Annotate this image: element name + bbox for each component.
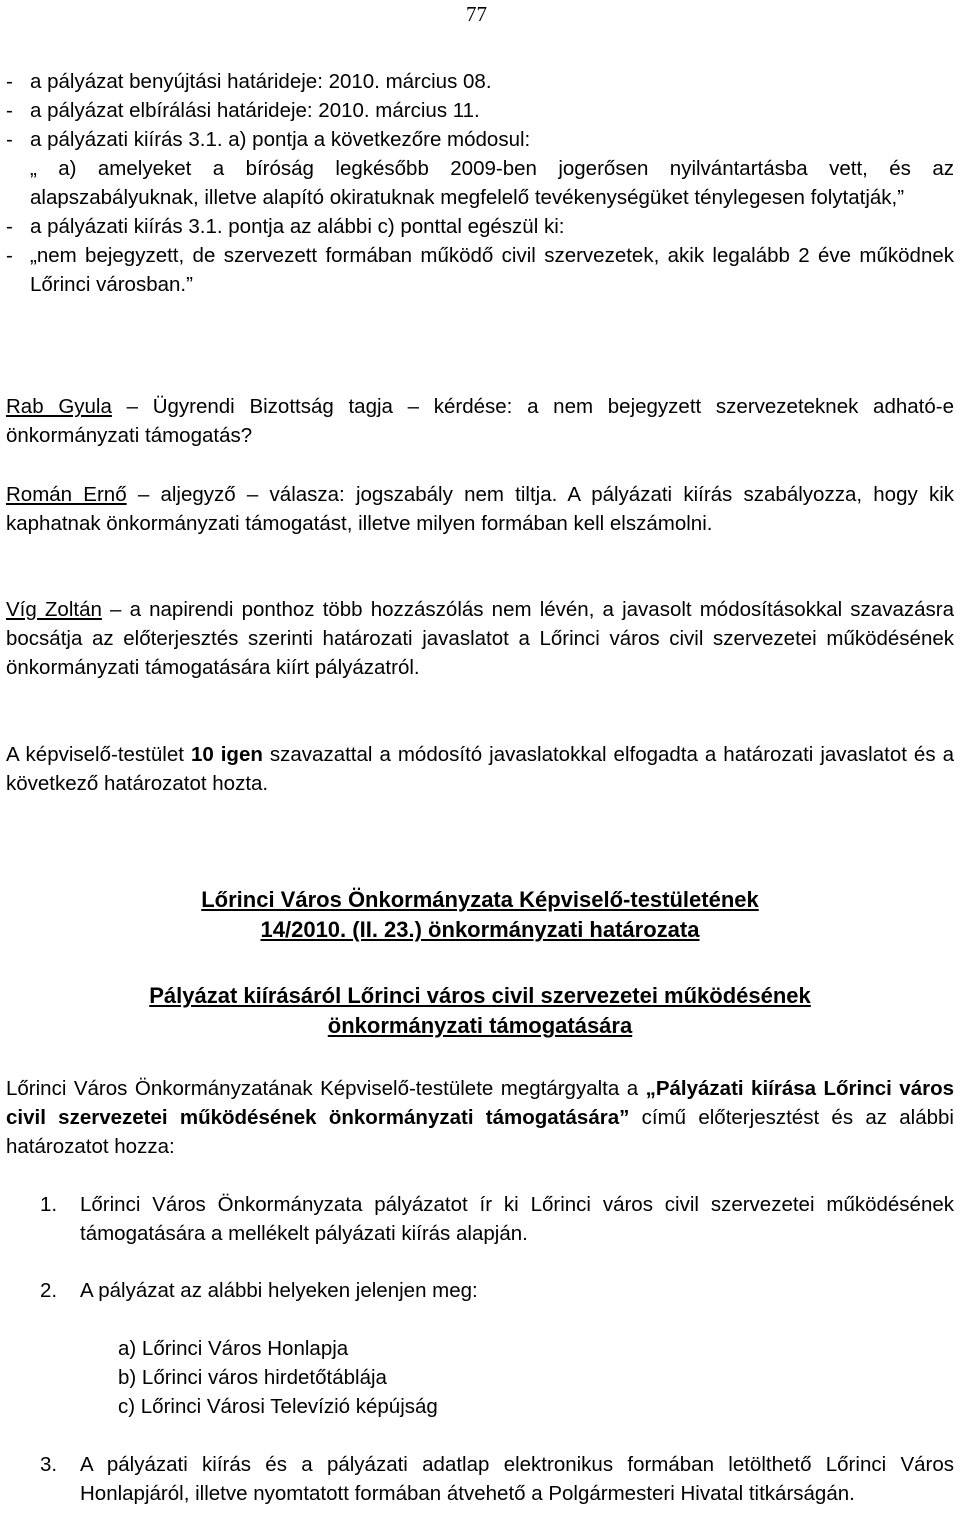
question-paragraph: Rab Gyula – Ügyrendi Bizottság tagja – kérdése: a nem bejegyzett szervezeteknek adható-e önkormányzati támogatás?	[6, 395, 954, 447]
subject-title: Pályázat kiírásáról Lőrinci város civil szervezetei működésének önkormányzati támogatására	[149, 983, 811, 1038]
list-item: b) Lőrinci város hirdetőtáblája	[118, 1366, 387, 1389]
speaker-name: Víg Zoltán	[6, 598, 102, 621]
point-3: 3. A pályázati kiírás és a pályázati adatlap elektronikus formában letölthető Lőrinci Város Honlapjáról, illetve nyomtatott formában átvehető a Polgármesteri Hivatal titkárságán.	[40, 1453, 954, 1505]
list-item: - a pályázati kiírás 3.1. pontja az alábbi c) ponttal egészül ki:	[6, 215, 565, 238]
deadline-list	[6, 67, 954, 299]
places-list	[118, 1334, 438, 1421]
answer-paragraph: Román Ernő – aljegyző – válasza: jogszabály nem tiltja. A pályázati kiírás szabályozza, hogy kik kaphatnak önkormányzati támogatást, illetve milyen formában kell elszámolni.	[6, 483, 954, 535]
speaker-name: Román Ernő	[6, 483, 127, 506]
list-item: c) Lőrinci Városi Televízió képújság	[118, 1395, 438, 1418]
resolution-title: Lőrinci Város Önkormányzata Képviselő-testületének 14/2010. (II. 23.) önkormányzati határozata	[201, 887, 759, 942]
decision-paragraph: Lőrinci Város Önkormányzatának Képviselő-testülete megtárgyalta a „Pályázati kiírása Lőrinci város civil szervezetei működésének önkormányzati támogatására” című előterjesztést és az alábbi határozatot hozza:	[6, 1077, 954, 1158]
proposal-title: „Pályázati kiírása Lőrinci város civil szervezetei működésének önkormányzati támogatására”	[6, 1077, 954, 1129]
point-1: 1. Lőrinci Város Önkormányzata pályázatot ír ki Lőrinci város civil szervezetei működésének támogatására a mellékelt pályázati kiírás alapján.	[40, 1193, 954, 1245]
list-item: - a pályázat elbírálási határideje: 2010. március 11.	[6, 99, 480, 122]
list-item: - „nem bejegyzett, de szervezett formában működő civil szervezetek, akik legalább 2 éve működnek Lőrinci városban.”	[6, 244, 954, 296]
list-item: a) Lőrinci Város Honlapja	[118, 1337, 349, 1360]
vote-paragraph: A képviselő-testület 10 igen szavazattal a módosító javaslatokkal elfogadta a határozati javaslatot és a következő határozatot hozta.	[6, 743, 954, 795]
point-2: 2. A pályázat az alábbi helyeken jelenjen meg:	[40, 1279, 478, 1302]
speaker-name: Rab Gyula	[6, 395, 112, 418]
list-item: - a pályázat benyújtási határideje: 2010. március 08.	[6, 70, 492, 93]
vote-count: 10 igen	[190, 743, 263, 766]
list-item: - a pályázati kiírás 3.1. a) pontja a következőre módosul:	[6, 128, 531, 151]
chair-paragraph: Víg Zoltán – a napirendi ponthoz több hozzászólás nem lévén, a javasolt módosításokkal szavazásra bocsátja az előterjesztés szerinti határozati javaslatot a Lőrinci város civil szervezetei működésének önkormányzati támogatására kiírt pályázatról.	[6, 598, 954, 679]
amended-point-quote: „ a) amelyeket a bíróság legkésőbb 2009-ben jogerősen nyilvántartásba vett, és az alapszabályuknak, illetve alapító okiratuknak megfelelő tevékenységüket ténylegesen folytatják,”	[30, 157, 954, 209]
page-number: 77	[466, 2, 487, 26]
